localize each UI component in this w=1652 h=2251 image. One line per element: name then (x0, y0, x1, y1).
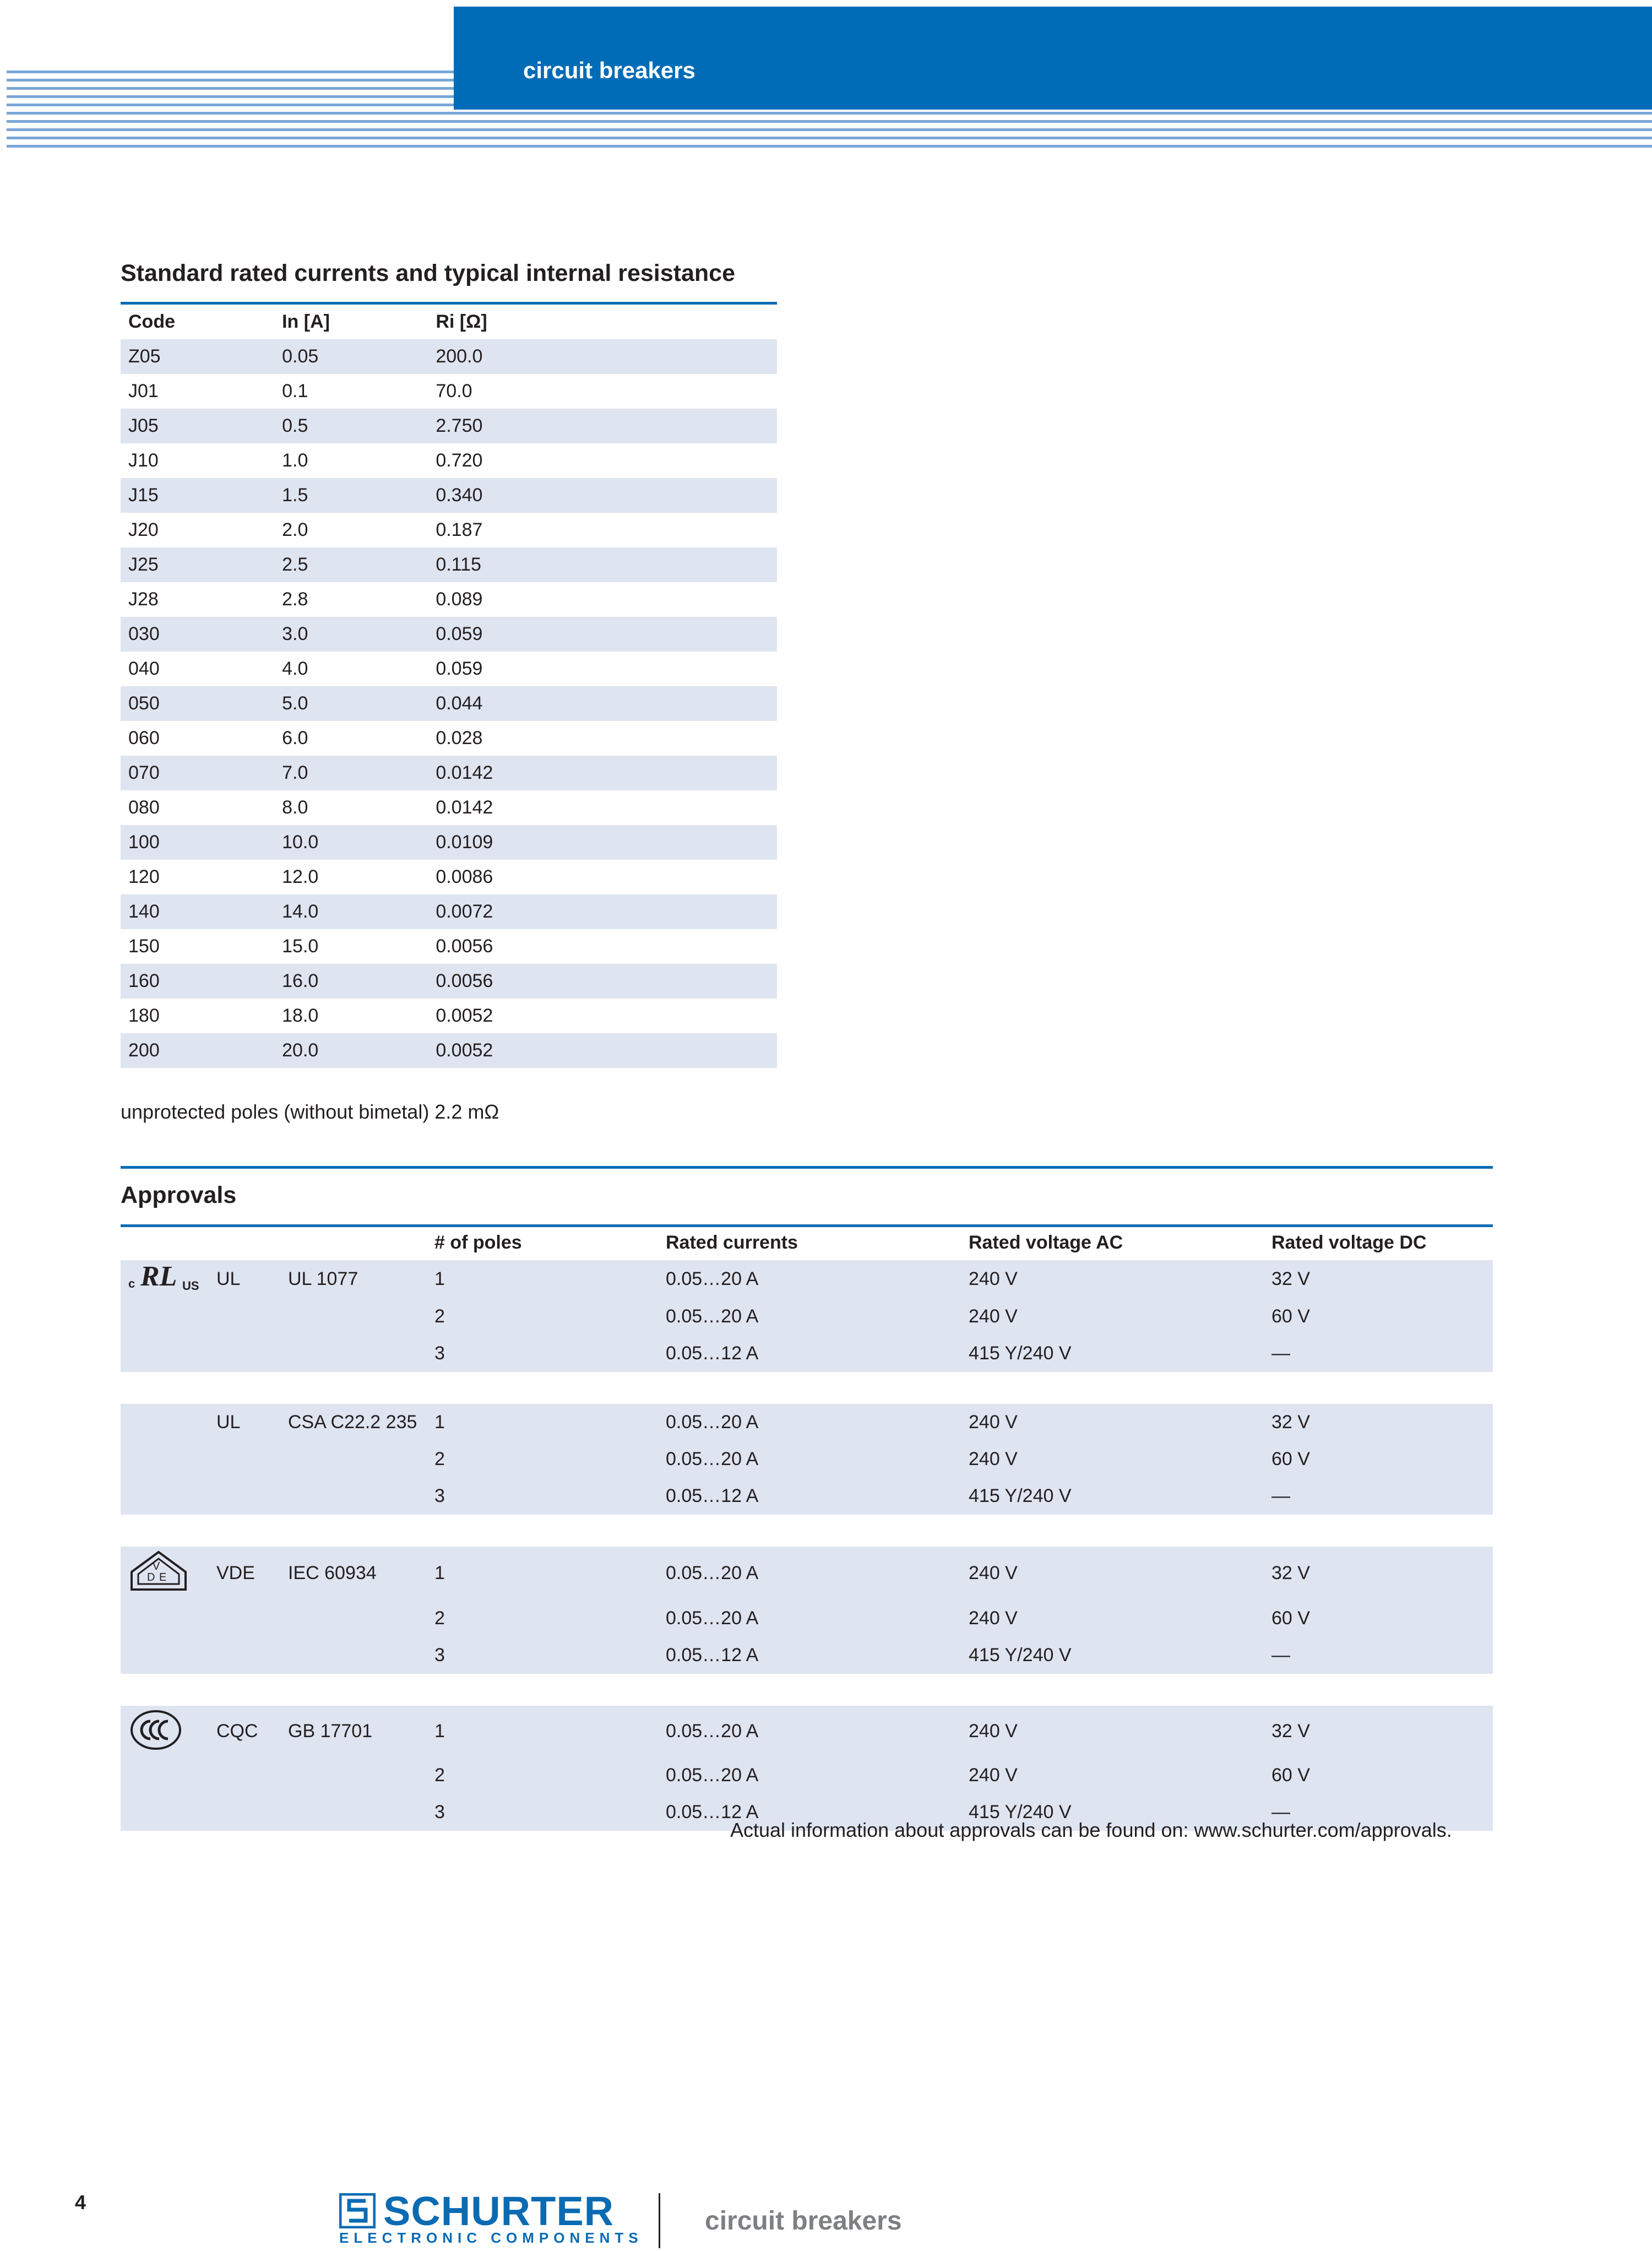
approval-mark-empty (209, 1441, 280, 1478)
table-row (121, 964, 777, 999)
column-header: Ri [Ω] (436, 311, 487, 332)
logo-column-header (121, 1225, 209, 1260)
table-cell: 0.187 (436, 519, 483, 540)
table-cell: 070 (121, 756, 274, 790)
svg-text:D: D (147, 1571, 155, 1583)
column-header: Rated currents (666, 1232, 798, 1253)
table-cell: 5.0 (274, 686, 428, 721)
table-cell: 1.5 (274, 478, 428, 513)
table-cell-spacer (583, 652, 778, 686)
approvals-footnote: Actual information about approvals can be found on: www.schurter.com/approvals. (730, 1819, 1452, 1841)
footer-divider (659, 2193, 660, 2248)
section-rule (121, 1166, 1493, 1169)
table-cell: J15 (121, 478, 274, 513)
table-cell: 0.059 (428, 617, 582, 652)
logo-cell (121, 1794, 209, 1831)
table-cell: 14.0 (274, 894, 428, 929)
svg-text:c: c (128, 1277, 135, 1290)
group-spacer-cell (121, 1372, 1493, 1404)
table-header-row (121, 1225, 1493, 1260)
approval-standard: UL 1077 (280, 1260, 427, 1298)
table-cell: — (1264, 1794, 1493, 1831)
approval-mark-empty (209, 1478, 280, 1515)
approval-standard-empty (280, 1794, 427, 1831)
table-cell: 3 (427, 1478, 658, 1515)
table-cell: 32 V (1264, 1260, 1493, 1298)
table-cell: 415 Y/240 V (961, 1794, 1264, 1831)
table-cell: 2 (427, 1600, 658, 1637)
table-cell: 2.0 (282, 519, 308, 540)
table-cell: 0.0072 (428, 894, 582, 929)
vde-icon (128, 1560, 189, 1599)
resistance-note: unprotected poles (without bimetal) 2.2 mΩ (121, 1100, 499, 1123)
table-cell: 60 V (1264, 1757, 1493, 1794)
table-cell: 415 Y/240 V (961, 1335, 1264, 1372)
table-row (121, 547, 777, 582)
cul-us-icon (128, 1262, 200, 1298)
table-row (121, 1033, 777, 1068)
table-cell-spacer (583, 721, 778, 756)
table-cell-spacer (583, 999, 778, 1033)
table-cell-spacer (583, 964, 778, 999)
table-cell: 60 V (1264, 1600, 1493, 1637)
table-row (121, 478, 777, 513)
logo-cell (121, 1260, 209, 1298)
table-cell: 10.0 (274, 825, 428, 860)
approval-row (121, 1706, 1493, 1757)
column-header: Rated voltage DC (1271, 1232, 1427, 1253)
approval-mark-empty (209, 1600, 280, 1637)
table-cell: 2.750 (428, 409, 582, 443)
table-cell: 32 V (1264, 1547, 1493, 1600)
table-cell: 0.0052 (428, 1033, 582, 1068)
table-cell: 0.05…20 A (658, 1547, 961, 1600)
table-cell-spacer (583, 894, 778, 929)
approval-standard-empty (280, 1600, 427, 1637)
approval-standard: CSA C22.2 235 (280, 1404, 427, 1441)
table-cell-spacer (583, 374, 778, 409)
table-cell: 080 (128, 797, 160, 818)
table-cell: 2 (427, 1757, 658, 1794)
approval-mark-empty (209, 1757, 280, 1794)
table-cell: 240 V (961, 1757, 1264, 1794)
table-row (121, 617, 777, 652)
table-cell-spacer (583, 860, 778, 894)
table-cell: 0.028 (436, 728, 483, 748)
table-cell-spacer (583, 409, 778, 443)
table-cell: 0.0142 (428, 756, 582, 790)
resistance-table (121, 305, 777, 1068)
table-cell: 4.0 (282, 658, 308, 679)
group-spacer (121, 1372, 1493, 1404)
approval-row (121, 1547, 1493, 1600)
table-cell: 1 (427, 1547, 658, 1600)
table-cell: 150 (128, 936, 160, 957)
table-cell: 15.0 (282, 936, 319, 957)
table-cell: J20 (128, 519, 159, 540)
table-cell: 0.089 (436, 589, 483, 610)
approval-standard-empty (280, 1757, 427, 1794)
table-row (121, 999, 777, 1033)
svg-text:US: US (182, 1279, 199, 1293)
logo-cell (121, 1547, 209, 1600)
table-cell: 415 Y/240 V (961, 1637, 1264, 1674)
table-cell: 3.0 (274, 617, 428, 652)
table-cell-spacer (583, 929, 778, 964)
table-cell: 140 (121, 894, 274, 929)
table-cell: 240 V (961, 1260, 1264, 1298)
table-cell: 0.05…20 A (658, 1757, 961, 1794)
table-row (121, 582, 777, 617)
table-row (121, 790, 777, 825)
table-row (121, 409, 777, 443)
table-cell: 0.05…20 A (658, 1260, 961, 1298)
table-cell: 0.340 (428, 478, 582, 513)
table-cell: — (1264, 1335, 1493, 1372)
header-title: circuit breakers (523, 57, 695, 83)
table-cell: 100 (121, 825, 274, 860)
table-cell: 0.059 (436, 658, 483, 679)
ccc-icon (128, 1735, 183, 1756)
table-cell: 240 V (961, 1706, 1264, 1757)
table-row (121, 513, 777, 547)
logo-cell (121, 1335, 209, 1372)
table-cell: 120 (128, 866, 160, 887)
table-cell: 8.0 (282, 797, 308, 818)
table-cell: 1 (427, 1404, 658, 1441)
table-cell: 240 V (961, 1547, 1264, 1600)
page-number: 4 (75, 2191, 86, 2214)
table-cell: 240 V (961, 1600, 1264, 1637)
approval-mark-empty (209, 1637, 280, 1674)
table-cell: 0.0142 (436, 797, 493, 818)
table-cell: 0.05…12 A (658, 1794, 961, 1831)
table-cell: J10 (128, 450, 159, 471)
table-cell: 20.0 (274, 1033, 428, 1068)
table-cell: 050 (121, 686, 274, 721)
table-cell: J05 (121, 409, 274, 443)
table-cell: 2 (427, 1298, 658, 1335)
table-cell: 3 (427, 1637, 658, 1674)
standard-column-header (280, 1225, 427, 1260)
table-cell: 0.05…20 A (658, 1298, 961, 1335)
logo-cell (121, 1757, 209, 1794)
logo-cell (121, 1706, 209, 1757)
table-cell: 1.0 (282, 450, 308, 471)
schurter-s-icon (339, 2193, 376, 2228)
approval-mark: CQC (209, 1706, 280, 1757)
table-cell: Z05 (121, 339, 274, 374)
brand-name: SCHURTER (383, 2188, 615, 2234)
table-row (121, 860, 777, 894)
logo-cell (121, 1441, 209, 1478)
table-cell-spacer (583, 1033, 778, 1068)
group-spacer (121, 1674, 1493, 1706)
table-cell: 0.115 (428, 547, 582, 582)
table-header-row (121, 305, 777, 339)
table-cell: J01 (128, 381, 159, 402)
table-cell: 2.5 (274, 547, 428, 582)
table-cell: 16.0 (274, 964, 428, 999)
approval-row (121, 1298, 1493, 1335)
table-cell: 030 (121, 617, 274, 652)
table-cell: 0.5 (274, 409, 428, 443)
column-header-spacer (583, 305, 778, 339)
logo-cell (121, 1298, 209, 1335)
table-cell: 32 V (1264, 1706, 1493, 1757)
approval-standard-empty (280, 1441, 427, 1478)
table-cell: — (1264, 1637, 1493, 1674)
table-row (121, 894, 777, 929)
approval-standard-empty (280, 1478, 427, 1515)
table-cell: 180 (128, 1005, 160, 1026)
table-row (121, 756, 777, 790)
table-cell: 0.05…12 A (658, 1637, 961, 1674)
table-cell: J25 (121, 547, 274, 582)
table-cell-spacer (583, 756, 778, 790)
table-cell: 0.0056 (428, 964, 582, 999)
table-cell-spacer (583, 478, 778, 513)
group-spacer-cell (121, 1515, 1493, 1547)
table-cell: 0.044 (428, 686, 582, 721)
table-row (121, 686, 777, 721)
column-header: Code (128, 311, 175, 332)
table-cell: 0.05…20 A (658, 1441, 961, 1478)
logo-cell (121, 1404, 209, 1441)
table-cell: 60 V (1264, 1441, 1493, 1478)
approval-row (121, 1335, 1493, 1372)
approval-standard-empty (280, 1298, 427, 1335)
approval-standard-empty (280, 1637, 427, 1674)
approval-mark: VDE (209, 1547, 280, 1600)
svg-text:E: E (159, 1571, 167, 1583)
table-cell-spacer (583, 790, 778, 825)
table-cell: J28 (128, 589, 159, 610)
column-header: In [A] (282, 311, 330, 332)
table-cell: 2 (427, 1441, 658, 1478)
approval-mark: UL (209, 1260, 280, 1298)
table-row (121, 825, 777, 860)
table-row (121, 929, 777, 964)
table-cell: 0.05…12 A (658, 1478, 961, 1515)
table-cell: 0.05…20 A (658, 1706, 961, 1757)
table-cell: 240 V (961, 1441, 1264, 1478)
table-row (121, 652, 777, 686)
table-cell: 160 (121, 964, 274, 999)
group-spacer (121, 1515, 1493, 1547)
table-cell: 3 (427, 1794, 658, 1831)
table-cell: 60 V (1264, 1298, 1493, 1335)
table-cell: 240 V (961, 1298, 1264, 1335)
table-cell: 3 (427, 1335, 658, 1372)
table-cell: 0.05…12 A (658, 1335, 961, 1372)
table-cell: 1 (427, 1706, 658, 1757)
column-header: Rated voltage AC (969, 1232, 1123, 1253)
table-cell-spacer (583, 513, 778, 547)
table-cell: 0.05 (274, 339, 428, 374)
table-cell: 0.05…20 A (658, 1404, 961, 1441)
table-cell: 32 V (1264, 1404, 1493, 1441)
approval-mark-empty (209, 1794, 280, 1831)
approval-mark-empty (209, 1335, 280, 1372)
footer-category: circuit breakers (705, 2206, 902, 2236)
table-cell-spacer (583, 339, 778, 374)
table-cell: 7.0 (274, 756, 428, 790)
approval-row (121, 1600, 1493, 1637)
table-row (121, 339, 777, 374)
table-cell-spacer (583, 617, 778, 652)
approval-standard: IEC 60934 (280, 1547, 427, 1600)
table-cell-spacer (583, 547, 778, 582)
brand-subtitle: ELECTRONIC COMPONENTS (339, 2230, 643, 2246)
table-cell: 240 V (961, 1404, 1264, 1441)
approval-row (121, 1441, 1493, 1478)
table-cell: 415 Y/240 V (961, 1478, 1264, 1515)
approval-standard: GB 17701 (280, 1706, 427, 1757)
table-cell: 0.0056 (436, 936, 493, 957)
table-cell: 2.8 (282, 589, 308, 610)
approval-standard-empty (280, 1335, 427, 1372)
group-spacer-cell (121, 1674, 1493, 1706)
resistance-table-title: Standard rated currents and typical internal resistance (121, 260, 735, 286)
table-cell: 060 (128, 728, 160, 748)
table-cell-spacer (583, 825, 778, 860)
table-cell: 0.0109 (428, 825, 582, 860)
approvals-title: Approvals (121, 1182, 237, 1208)
svg-text:V: V (153, 1560, 160, 1572)
logo-cell (121, 1600, 209, 1637)
approval-row (121, 1637, 1493, 1674)
table-cell: 70.0 (436, 381, 472, 402)
table-row (121, 443, 777, 478)
approval-row (121, 1757, 1493, 1794)
table-row (121, 374, 777, 409)
table-cell-spacer (583, 582, 778, 617)
approval-row (121, 1260, 1493, 1298)
approval-mark-empty (209, 1298, 280, 1335)
table-cell: 040 (128, 658, 160, 679)
approval-row (121, 1478, 1493, 1515)
approval-row (121, 1404, 1493, 1441)
approvals-table (121, 1225, 1493, 1831)
table-row (121, 721, 777, 756)
table-cell: 0.0086 (436, 866, 493, 887)
column-header: # of poles (434, 1232, 522, 1253)
table-cell: 200 (121, 1033, 274, 1068)
logo-cell (121, 1637, 209, 1674)
table-cell: 0.05…20 A (658, 1600, 961, 1637)
table-cell: 18.0 (282, 1005, 319, 1026)
table-cell: 1 (427, 1260, 658, 1298)
table-cell: 12.0 (282, 866, 319, 887)
approval-mark: UL (209, 1404, 280, 1441)
table-cell: 0.0052 (436, 1005, 493, 1026)
table-cell: — (1264, 1478, 1493, 1515)
table-cell-spacer (583, 443, 778, 478)
logo-cell (121, 1478, 209, 1515)
table-cell-spacer (583, 686, 778, 721)
table-cell: 6.0 (282, 728, 308, 748)
mark-column-header (209, 1225, 280, 1260)
table-cell: 200.0 (428, 339, 582, 374)
table-cell: 0.720 (436, 450, 483, 471)
table-cell: 0.1 (282, 381, 308, 402)
svg-text:RL: RL (140, 1262, 177, 1292)
